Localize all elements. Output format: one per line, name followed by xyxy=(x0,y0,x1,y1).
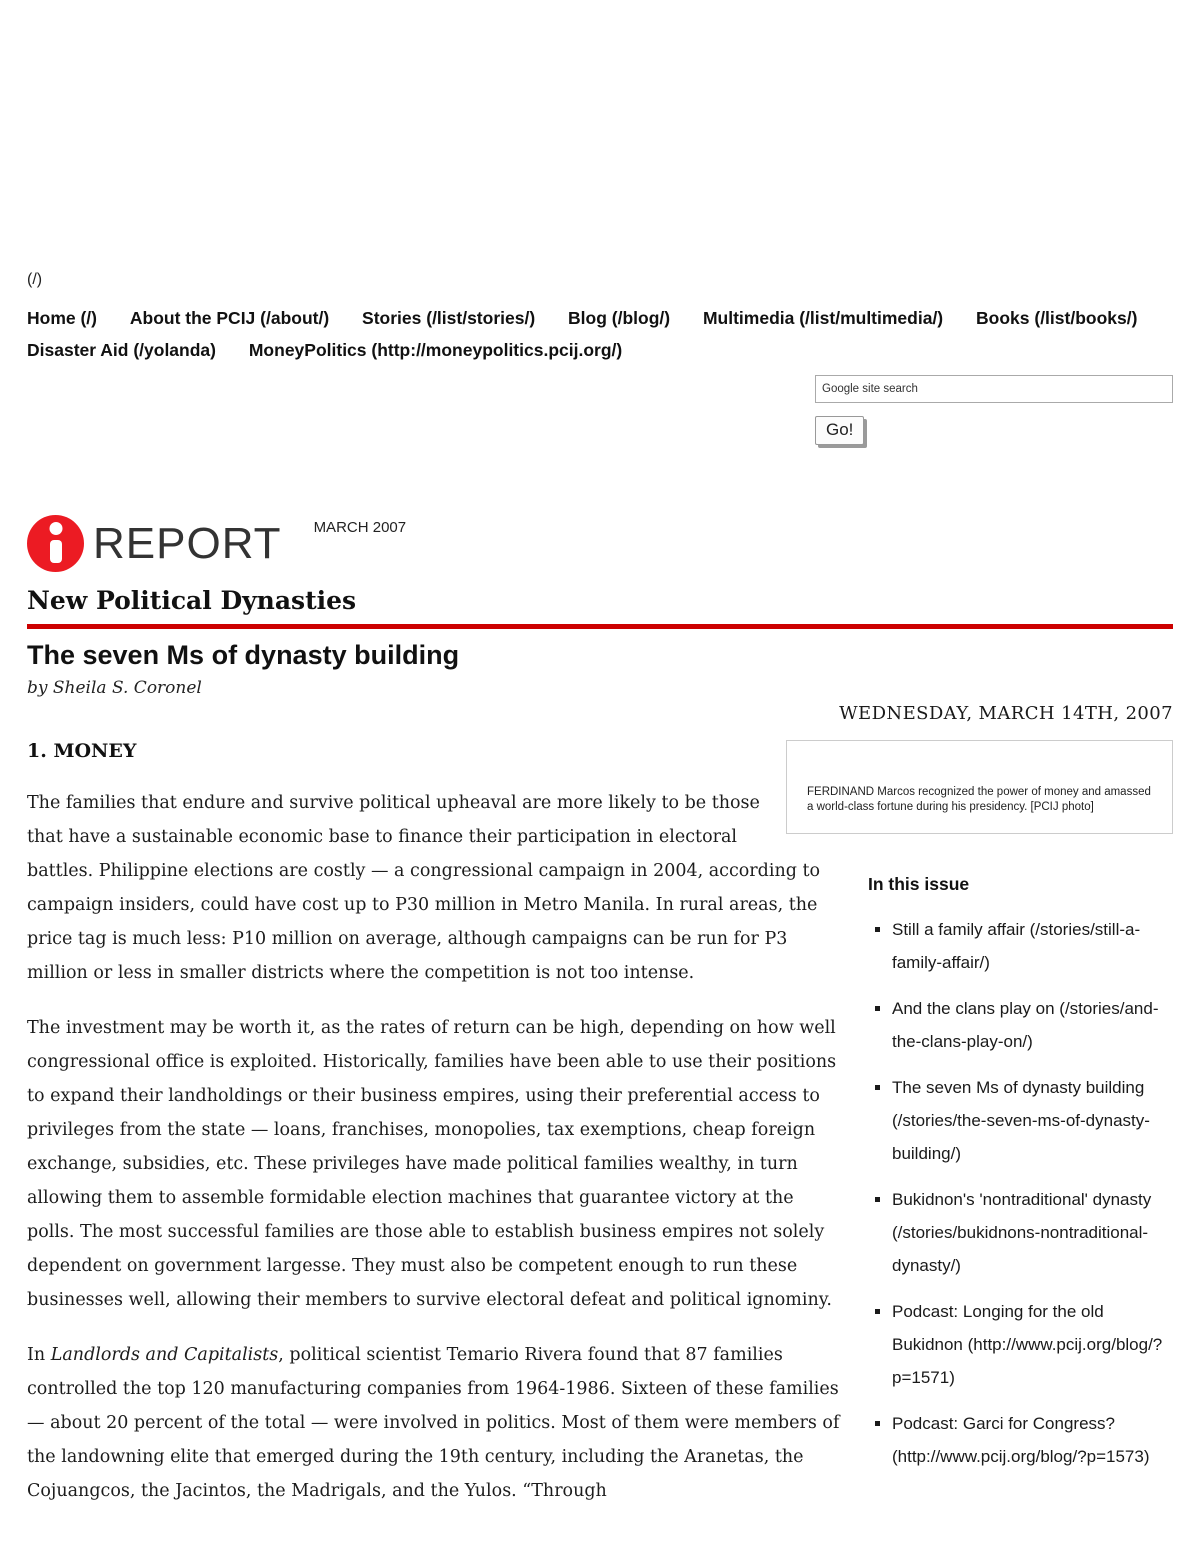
masthead xyxy=(27,515,1173,629)
sidebar-item-podcast-garci-for-congress[interactable]: ▪ Podcast: Garci for Congress? (http://www.pcij.org/blog/?p=1573) xyxy=(892,1407,1173,1473)
sidebar-item-bukidnons-nontraditional-dynasty[interactable]: ▪ Bukidnon's 'nontraditional' dynasty (/stories/bukidnons-nontraditional-dynasty/) xyxy=(892,1183,1173,1282)
sidebar-item-still-a-family-affair[interactable]: ▪ Still a family affair (/stories/still-a-family-affair/) xyxy=(892,913,1173,979)
search-input[interactable] xyxy=(815,375,1173,403)
nav-item-multimedia[interactable]: Multimedia (/list/multimedia/) xyxy=(702,308,944,328)
article-title: The seven Ms of dynasty building xyxy=(27,640,460,670)
sidebar-item-and-the-clans-play-on[interactable]: ▪ And the clans play on (/stories/and-the-clans-play-on/) xyxy=(892,992,1173,1058)
paragraph-3-rest: , political scientist Temario Rivera found that 87 families controlled the top 120 manufacturing companies from 1964-1986. Sixteen of these families — about 20 percent of the total — were involved in politics. Most of them were members of the landowning elite that emerged during the 19th century, including the Aranetas, the Cojuangcos, the Jacintos, the Madrigals, and the Yulos. “Through xyxy=(27,1345,840,1501)
ireport-logo xyxy=(27,515,1173,572)
search-go-button[interactable]: Go! xyxy=(815,416,864,445)
ireport-i-icon xyxy=(27,515,84,572)
nav-item-stories[interactable]: Stories (/list/stories/) xyxy=(362,308,536,328)
book-title: Landlords and Capitalists xyxy=(50,1345,279,1365)
site-search xyxy=(815,375,1173,445)
nav-item-disaster-aid[interactable]: Disaster Aid (/yolanda) xyxy=(27,340,216,360)
home-logo-link[interactable]: (/) xyxy=(27,271,43,288)
article-body xyxy=(27,740,1173,1508)
main-nav xyxy=(27,302,1173,366)
sidebar-heading: In this issue xyxy=(868,874,970,894)
article-byline: by Sheila S. Coronel xyxy=(27,678,202,698)
sidebar-item-podcast-longing-old-bukidnon[interactable]: ▪ Podcast: Longing for the old Bukidnon (http://www.pcij.org/blog/?p=1571) xyxy=(892,1295,1173,1394)
in-this-issue-sidebar xyxy=(868,874,1173,1486)
paragraph-3-prefix: In xyxy=(27,1345,51,1365)
nav-item-blog[interactable]: Blog (/blog/) xyxy=(568,308,671,328)
article-date: WEDNESDAY, MARCH 14TH, 2007 xyxy=(839,703,1173,724)
section-heading-money: 1. MONEY xyxy=(27,740,137,762)
sidebar-item-seven-ms-of-dynasty-building[interactable]: ▪ The seven Ms of dynasty building (/stories/the-seven-ms-of-dynasty-building/) xyxy=(892,1071,1173,1170)
sidebar-list xyxy=(868,913,1173,1473)
article-paragraph-2: The investment may be worth it, as the rates of return can be high, depending on how well congressional office is exploited. Historically, families have been able to use their positions to expand their landholdings or their business empires, using their preferential access to privileges from the state — loans, franchises, monopolies, tax exemptions, cheap foreign exchange, subsidies, etc. These privileges have made political families wealthy, in turn allowing them to assemble formidable election machines that guarantee victory at the polls. The most successful families are those able to establish business empires not solely dependent on government largesse. They must also be competent enough to run these businesses well, allowing their members to survive electoral defeat and political ignominy. xyxy=(27,1018,837,1310)
nav-item-books[interactable]: Books (/list/books/) xyxy=(976,308,1138,328)
nav-item-about[interactable]: About the PCIJ (/about/) xyxy=(129,308,330,328)
section-title: New Political Dynasties xyxy=(27,586,357,615)
article-figure xyxy=(786,740,1173,834)
nav-item-home[interactable]: Home (/) xyxy=(27,308,97,328)
ireport-logo-text: REPORT xyxy=(93,519,282,568)
nav-item-moneypolitics[interactable]: MoneyPolitics (http://moneypolitics.pcij.org/) xyxy=(248,340,623,360)
article-paragraph-1: The families that endure and survive political upheaval are more likely to be those that have a sustainable economic base to finance their participation in electoral battles. Philippine elections are costly — a congressional campaign in 2004, according to campaign insiders, could have cost up to P30 million in Metro Manila. In rural areas, the price tag is much less: P10 million on average, although campaigns can be run for P3 million or less in smaller districts where the competition is not too intense. xyxy=(27,793,821,983)
issue-date-label: MARCH 2007 xyxy=(313,519,407,536)
red-divider xyxy=(27,624,1173,629)
figure-caption: FERDINAND Marcos recognized the power of money and amassed a world-class fortune during his presidency. [PCIJ photo] xyxy=(807,786,1151,813)
